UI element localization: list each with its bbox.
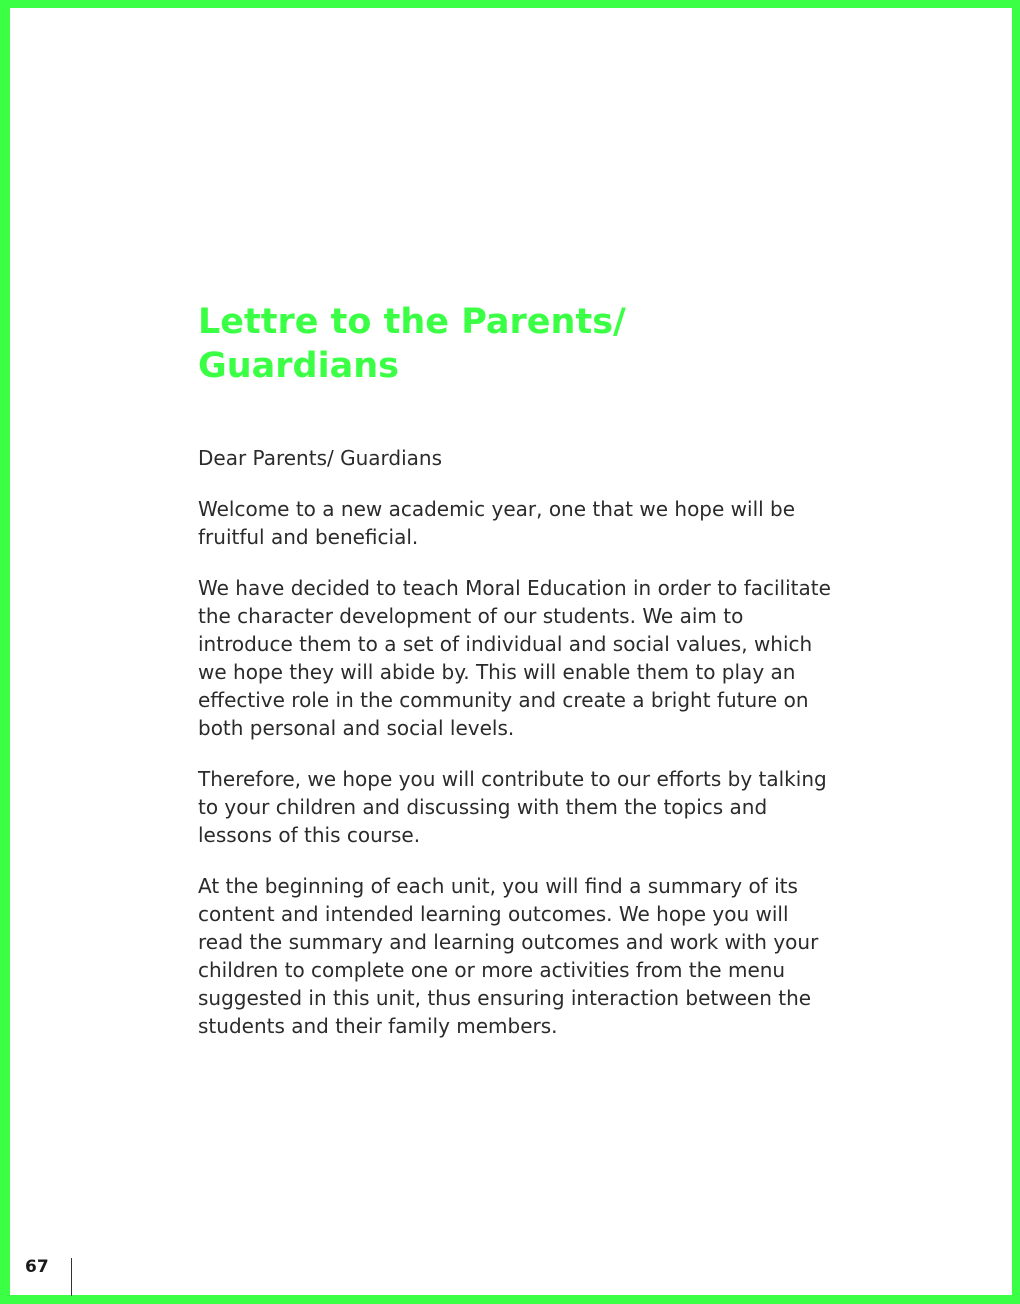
letter-content (198, 300, 838, 1040)
page-number: 67 (25, 1257, 49, 1277)
paragraph-contribution: Therefore, we hope you will contribute to our efforts by talking to your children and discussing with them the topics and lessons of this course. (198, 767, 827, 847)
footer-divider (71, 1258, 72, 1296)
paragraph-unit-summary: At the beginning of each unit, you will find a summary of its content and intended learning outcomes. We hope you will read the summary and learning outcomes and work with your children to complete one or more activities from the menu suggested in this unit, thus ensuring interaction between the students and their family members. (198, 874, 819, 1038)
paragraph-purpose: We have decided to teach Moral Education in order to facilitate the character development of our students. We aim to introduce them to a set of individual and social values, which we hope they will abide by. This will enable them to play an effective role in the community and create a bright future on both personal and social levels. (198, 576, 831, 740)
page-title: Lettre to the Parents/ Guardians (198, 302, 626, 386)
letter-salutation: Dear Parents/ Guardians (198, 446, 442, 470)
paragraph-welcome: Welcome to a new academic year, one that we hope will be fruitful and beneficial. (198, 497, 796, 549)
